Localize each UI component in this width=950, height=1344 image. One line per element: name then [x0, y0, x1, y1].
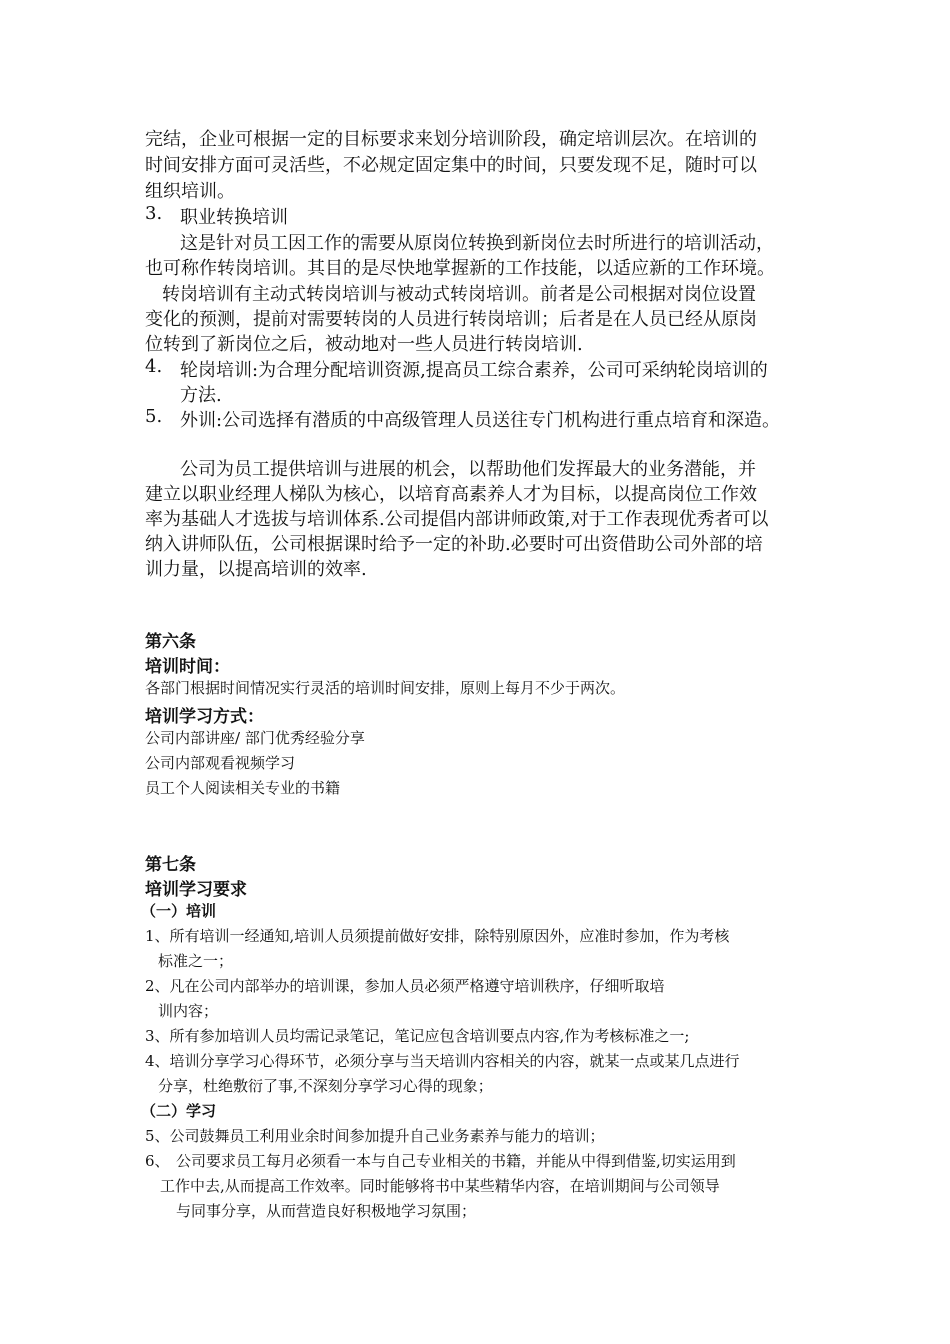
rule-6-line-2: 工作中去,从而提高工作效率。同时能够将书中某些精华内容，在培训期间与公司领导: [160, 1177, 720, 1195]
item-3-number: 3.: [145, 203, 163, 224]
training-time-text: 各部门根据时间情况实行灵活的培训时间安排，原则上每月不少于两次。: [145, 679, 626, 697]
rule-4-line-2: 分享，杜绝敷衍了事,不深刻分享学习心得的现象；: [158, 1077, 493, 1095]
article-6-heading: 第六条: [145, 632, 196, 652]
section-study-heading: （二）学习: [141, 1102, 217, 1120]
training-method-item: 员工个人阅读相关专业的书籍: [145, 779, 341, 797]
item-3-p2-line-1: 转岗培训有主动式转岗培训与被动式转岗培训。前者是公司根据对岗位设置: [162, 284, 756, 305]
rule-6-line-3: 与同事分享，从而营造良好积极地学习氛围；: [176, 1202, 477, 1220]
intro-line-3: 组织培训。: [145, 181, 235, 202]
item-3-p2-line-3: 位转到了新岗位之后，被动地对一些人员进行转岗培训.: [145, 334, 583, 355]
intro-line-1: 完结，企业可根据一定的目标要求来划分培训阶段，确定培训层次。在培训的: [145, 129, 757, 150]
item-4-line-1: 轮岗培训:为合理分配培训资源,提高员工综合素养，公司可采纳轮岗培训的: [180, 360, 768, 381]
summary-line-4: 纳入讲师队伍，公司根据课时给予一定的补助.必要时可出资借助公司外部的培: [145, 534, 763, 555]
item-4-number: 4.: [145, 356, 163, 377]
section-training-heading: （一）培训: [141, 902, 217, 920]
summary-line-3: 率为基础人才选拔与培训体系.公司提倡内部讲师政策,对于工作表现优秀者可以: [145, 509, 769, 530]
training-method-item: 公司内部观看视频学习: [145, 754, 296, 772]
rule-4-line-1: 4、培训分享学习心得环节，必须分享与当天培训内容相关的内容，就某一点或某几点进行: [145, 1052, 740, 1070]
rule-5-line-1: 5、公司鼓舞员工利用业余时间参加提升自己业务素养与能力的培训；: [145, 1127, 605, 1145]
rule-1-line-1: 1、所有培训一经通知,培训人员须提前做好安排，除特别原因外，应准时参加，作为考核: [145, 927, 730, 945]
item-3-title: 职业转换培训: [180, 207, 288, 228]
rule-6-number: 6、: [145, 1152, 170, 1170]
rule-2-line-2: 训内容；: [158, 1002, 219, 1020]
article-7-heading: 第七条: [145, 855, 196, 875]
rule-6-line-1: 公司要求员工每月必须看一本与自己专业相关的书籍，并能从中得到借鉴,切实运用到: [176, 1152, 736, 1170]
item-3-p1-line-1: 这是针对员工因工作的需要从原岗位转换到新岗位去时所进行的培训活动，: [180, 233, 774, 254]
rule-2-line-1: 2、凡在公司内部举办的培训课，参加人员必须严格遵守培训秩序，仔细听取培: [145, 977, 665, 995]
summary-line-5: 训力量，以提高培训的效率.: [145, 559, 367, 580]
item-3-p2-line-2: 变化的预测，提前对需要转岗的人员进行转岗培训；后者是在人员已经从原岗: [145, 309, 757, 330]
training-time-label: 培训时间：: [145, 657, 230, 677]
intro-line-2: 时间安排方面可灵活些，不必规定固定集中的时间，只要发现不足，随时可以: [145, 155, 757, 176]
item-5-line-1: 外训:公司选择有潜质的中高级管理人员送往专门机构进行重点培育和深造。: [180, 410, 781, 431]
item-3-p1-line-2: 也可称作转岗培训。其目的是尽快地掌握新的工作技能，以适应新的工作环境。: [145, 258, 775, 279]
rule-1-line-2: 标准之一；: [158, 952, 234, 970]
summary-line-1: 公司为员工提供培训与进展的机会，以帮助他们发挥最大的业务潜能，并: [180, 459, 756, 480]
training-method-label: 培训学习方式：: [145, 707, 264, 727]
item-5-number: 5.: [145, 406, 163, 427]
item-4-line-2: 方法.: [180, 385, 222, 406]
summary-line-2: 建立以职业经理人梯队为核心，以培育高素养人才为目标，以提高岗位工作效: [145, 484, 757, 505]
rule-3-line-1: 3、所有参加培训人员均需记录笔记，笔记应包含培训要点内容,作为考核标准之一;: [145, 1027, 690, 1045]
article-7-subheading: 培训学习要求: [145, 880, 247, 900]
training-method-item: 公司内部讲座/ 部门优秀经验分享: [145, 729, 365, 747]
